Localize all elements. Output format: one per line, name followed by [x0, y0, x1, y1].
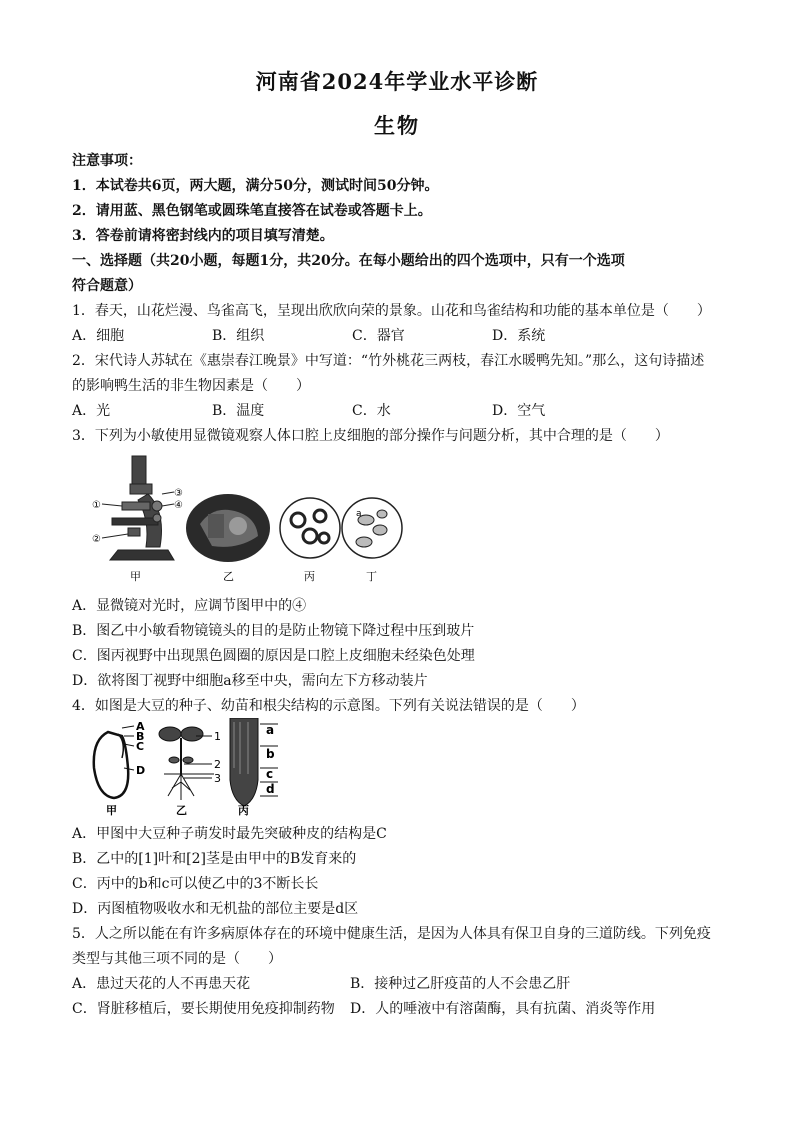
- q4-option-d: D．丙图植物吸收水和无机盐的部位主要是d区: [72, 901, 359, 917]
- question-4-stem: 4．如图是大豆的种子、幼苗和根尖结构的示意图。下列有关说法错误的是（ ）: [72, 698, 585, 714]
- figure-label-jia: 甲: [130, 570, 141, 583]
- root-mark-b: b: [266, 747, 275, 761]
- q1-option-a: A．细胞: [72, 328, 125, 344]
- seed-mark-a: A: [136, 720, 145, 733]
- root-mark-d: d: [266, 782, 275, 796]
- q4-figure-label-jia: 甲: [106, 804, 117, 817]
- q4-option-a: A．甲图中大豆种子萌发时最先突破种皮的结构是C: [72, 826, 387, 842]
- q4-figure-label-yi: 乙: [176, 804, 187, 817]
- q2-option-a: A．光: [72, 403, 111, 419]
- question-3-stem: 3．下列为小敏使用显微镜观察人体口腔上皮细胞的部分操作与问题分析，其中合理的是（ ）: [72, 428, 669, 444]
- q2-option-b: B．温度: [212, 403, 265, 419]
- figure-label-bing: 丙: [304, 570, 315, 583]
- seed-mark-d: D: [136, 764, 146, 777]
- q5-option-d: D．人的唾液中有溶菌酶，具有抗菌、消炎等作用: [350, 1001, 656, 1017]
- q3-figure: [88, 452, 418, 587]
- field-of-view-ding: [342, 498, 402, 558]
- question-1-stem: 1．春天，山花烂漫、鸟雀高飞，呈现出欣欣向荣的景象。山花和鸟雀结构和功能的基本单位是（ ）: [72, 303, 711, 319]
- q3-option-c: C．图丙视野中出现黑色圆圈的原因是口腔上皮细胞未经染色处理: [72, 648, 475, 664]
- question-2-stem: 2．宋代诗人苏轼在《惠崇春江晚景》中写道：“竹外桃花三两枝，春江水暖鸭先知。”那么，这句诗描述: [72, 353, 705, 369]
- seed-mark-b: B: [136, 730, 145, 743]
- seed-figure: [94, 726, 134, 798]
- q1-option-b: B．组织: [212, 328, 265, 344]
- seedling-mark-3: 3: [214, 772, 221, 785]
- microscope-mark-3: ③: [174, 488, 183, 499]
- seed-mark-c: C: [136, 740, 145, 753]
- microscope-mark-1: ①: [92, 500, 101, 511]
- section-heading: 一、选择题（共20小题，每题1分，共20分。在每小题给出的四个选项中，只有一个选项: [72, 253, 625, 269]
- q1-option-c: C．器官: [352, 328, 405, 344]
- q2-option-c: C．水: [352, 403, 391, 419]
- q5-option-c: C．肾脏移植后，要长期使用免疫抑制药物: [72, 1001, 335, 1017]
- q4-figure-label-bing: 丙: [238, 804, 249, 817]
- microscope-mark-2: ②: [92, 534, 101, 545]
- seedling-mark-2: 2: [214, 758, 221, 771]
- q1-option-d: D．系统: [492, 328, 546, 344]
- figure-label-ding: 丁: [366, 570, 377, 583]
- notes-heading: 注意事项：: [72, 153, 142, 169]
- cell-label-a: a: [356, 509, 362, 519]
- note-item: 1．本试卷共6页，两大题，满分50分，测试时间50分钟。: [72, 178, 439, 194]
- figure-label-yi: 乙: [223, 570, 234, 583]
- root-mark-c: c: [266, 767, 274, 781]
- q3-option-b: B．图乙中小敏看物镜镜头的目的是防止物镜下降过程中压到玻片: [72, 623, 475, 639]
- question-2-stem-cont: 的影响鸭生活的非生物因素是（ ）: [72, 378, 310, 394]
- seedling-figure: [159, 727, 214, 800]
- exam-title: 河南省2024年学业水平诊断: [255, 69, 539, 94]
- root-mark-a: a: [266, 723, 275, 737]
- note-item: 2．请用蓝、黑色钢笔或圆珠笔直接答在试卷或答题卡上。: [72, 203, 432, 219]
- q4-option-c: C．丙中的b和c可以使乙中的3不断长长: [72, 876, 319, 892]
- q5-option-b: B．接种过乙肝疫苗的人不会患乙肝: [350, 976, 571, 992]
- question-5-stem-cont: 类型与其他三项不同的是（ ）: [72, 951, 282, 967]
- microscope-figure: [102, 456, 174, 560]
- q5-option-a: A．患过天花的人不再患天花: [72, 976, 251, 992]
- exam-subject: 生物: [374, 113, 420, 138]
- section-heading-cont: 符合题意）: [72, 278, 142, 294]
- q4-figure: [88, 718, 308, 818]
- q2-option-d: D．空气: [492, 403, 546, 419]
- q3-option-a: A．显微镜对光时，应调节图甲中的④: [72, 598, 307, 614]
- microscope-mark-4: ④: [174, 500, 183, 511]
- seedling-mark-1: 1: [214, 730, 221, 743]
- q4-option-b: B．乙中的[1]叶和[2]茎是由甲中的B发育来的: [72, 851, 357, 867]
- question-5-stem: 5．人之所以能在有许多病原体存在的环境中健康生活，是因为人体具有保卫自身的三道防线。下列免疫: [72, 926, 711, 942]
- q3-option-d: D．欲将图丁视野中细胞a移至中央，需向左下方移动装片: [72, 673, 428, 689]
- note-item: 3．答卷前请将密封线内的项目填写清楚。: [72, 228, 334, 244]
